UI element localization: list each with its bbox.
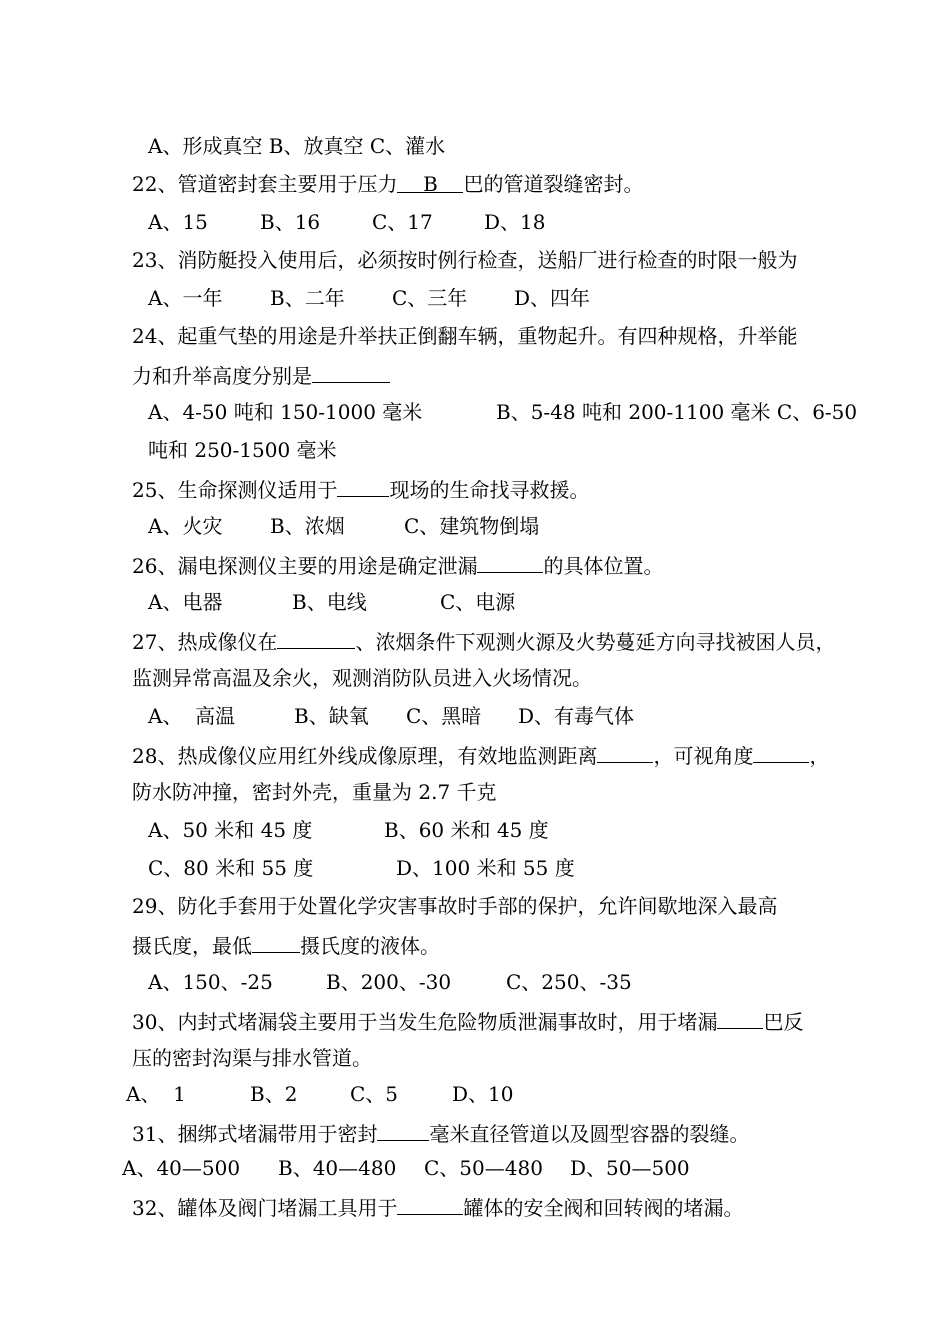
q21-options-text: A、形成真空 B、放真空 C、灌水	[148, 134, 446, 158]
q29-text-pre: 摄氏度，最低	[132, 934, 252, 958]
q25-option-b: B、浓烟	[270, 514, 345, 538]
q30-option-a: A、 1	[126, 1082, 186, 1106]
q22-answer-blank: B	[397, 170, 463, 193]
q26-answer-blank	[477, 550, 543, 573]
q26-option-a: A、电器	[148, 590, 223, 614]
q29-question-line2	[132, 930, 440, 958]
q27-option-a: A、 高温	[148, 704, 236, 728]
q28-option-c: C、80 米和 55 度	[148, 856, 314, 880]
q28-text-mid: ，可视角度	[653, 744, 754, 768]
q29-text-post: 摄氏度的液体。	[300, 934, 440, 958]
q25-options	[148, 512, 539, 540]
q25-answer-blank	[337, 474, 389, 497]
q31-option-d: D、50—500	[570, 1156, 690, 1180]
q24-question-line1	[132, 322, 797, 350]
q23-option-c: C、三年	[392, 286, 468, 310]
q24-option-c-cont: 吨和 250-1500 毫米	[148, 438, 337, 462]
q31-question	[132, 1118, 749, 1146]
q29-option-a: A、150、-25	[148, 970, 273, 994]
q26-option-b: B、电线	[292, 590, 367, 614]
q24-option-a: A、4-50 吨和 150-1000 毫米	[148, 400, 423, 424]
q27-option-d: D、有毒气体	[518, 704, 635, 728]
q23-option-b: B、二年	[270, 286, 345, 310]
q22-text-post: 巴的管道裂缝密封。	[463, 172, 644, 196]
q30-option-b: B、2	[250, 1082, 298, 1106]
q31-options	[122, 1154, 690, 1182]
q29-option-c: C、250、-35	[506, 970, 632, 994]
q31-option-a: A、40—500	[122, 1156, 241, 1180]
q28-option-a: A、50 米和 45 度	[148, 818, 313, 842]
q31-text-post: 毫米直径管道以及圆型容器的裂缝。	[429, 1122, 750, 1146]
q29-question-line1	[132, 892, 777, 920]
q28-text-pre: 28、热成像仪应用红外线成像原理，有效地监测距离	[132, 744, 598, 768]
q27-question-line2	[132, 664, 592, 692]
q27-text-line2: 监测异常高温及余火，观测消防队员进入火场情况。	[132, 666, 592, 690]
q27-answer-blank	[277, 626, 355, 649]
q24-question-line2	[132, 360, 390, 388]
q28-question-line2	[132, 778, 497, 806]
q28-text-post: ，	[809, 744, 830, 768]
q24-text-line1: 24、起重气垫的用途是升举扶正倒翻车辆，重物起升。有四种规格，升举能	[132, 324, 798, 348]
q23-option-d: D、四年	[514, 286, 591, 310]
q32-question	[132, 1192, 743, 1220]
q30-answer-blank	[717, 1006, 763, 1029]
q31-option-c: C、50—480	[424, 1156, 543, 1180]
q23-question	[132, 246, 797, 274]
q29-text-line1: 29、防化手套用于处置化学灾害事故时手部的保护，允许间歇地深入最高	[132, 894, 778, 918]
q30-options	[126, 1080, 513, 1108]
q30-question-line1	[132, 1006, 803, 1034]
q30-text-pre: 30、内封式堵漏袋主要用于当发生危险物质泄漏事故时，用于堵漏	[132, 1010, 718, 1034]
q27-options	[148, 702, 634, 730]
q23-text: 23、消防艇投入使用后，必须按时例行检查，送船厂进行检查的时限一般为	[132, 248, 798, 272]
q27-question-line1	[132, 626, 835, 654]
q31-text-pre: 31、捆绑式堵漏带用于密封	[132, 1122, 378, 1146]
q24-answer-blank	[312, 360, 390, 383]
q26-text-post: 的具体位置。	[543, 554, 664, 578]
q30-option-d: D、10	[452, 1082, 514, 1106]
q28-distance-blank	[597, 740, 653, 763]
q28-angle-blank	[753, 740, 809, 763]
q30-text-post: 巴反	[763, 1010, 804, 1034]
q22-option-a: A、15	[148, 210, 208, 234]
q31-answer-blank	[377, 1118, 429, 1141]
q32-text-pre: 32、罐体及阀门堵漏工具用于	[132, 1196, 398, 1220]
q22-option-c: C、17	[372, 210, 433, 234]
q28-options-row2	[148, 854, 575, 882]
q31-option-b: B、40—480	[278, 1156, 397, 1180]
q25-text-pre: 25、生命探测仪适用于	[132, 478, 338, 502]
q28-options-row1	[148, 816, 549, 844]
q27-option-b: B、缺氧	[294, 704, 369, 728]
q25-option-c: C、建筑物倒塌	[404, 514, 540, 538]
q28-text-line2: 防水防冲撞，密封外壳，重量为 2.7 千克	[132, 780, 497, 804]
q28-question-line1	[132, 740, 829, 768]
q26-options	[148, 588, 515, 616]
q28-option-b: B、60 米和 45 度	[384, 818, 549, 842]
q29-option-b: B、200、-30	[326, 970, 452, 994]
q24-options-cont	[148, 436, 337, 464]
q29-answer-blank	[252, 930, 300, 953]
q25-question	[132, 474, 589, 502]
q24-options	[148, 398, 857, 426]
q27-option-c: C、黑暗	[406, 704, 482, 728]
q28-option-d: D、100 米和 55 度	[396, 856, 575, 880]
q25-text-post: 现场的生命找寻救援。	[389, 478, 590, 502]
q22-option-d: D、18	[484, 210, 546, 234]
q30-text-line2: 压的密封沟渠与排水管道。	[132, 1046, 372, 1070]
q22-option-b: B、16	[260, 210, 321, 234]
q24-text-line2: 力和升举高度分别是	[132, 364, 312, 388]
q32-answer-blank	[397, 1192, 463, 1215]
q30-question-line2	[132, 1044, 372, 1072]
q27-text-post: 、浓烟条件下观测火源及火势蔓延方向寻找被困人员，	[355, 630, 836, 654]
q25-option-a: A、火灾	[148, 514, 223, 538]
q26-text-pre: 26、漏电探测仪主要的用途是确定泄漏	[132, 554, 478, 578]
q26-question	[132, 550, 663, 578]
q21-options	[148, 132, 445, 160]
q30-option-c: C、5	[350, 1082, 399, 1106]
q23-options	[148, 284, 590, 312]
q22-text-pre: 22、管道密封套主要用于压力	[132, 172, 398, 196]
q27-text-pre: 27、热成像仪在	[132, 630, 278, 654]
q22-question	[132, 170, 643, 198]
q26-option-c: C、电源	[440, 590, 516, 614]
q29-options	[148, 968, 632, 996]
q22-options	[148, 208, 545, 236]
q32-text-post: 罐体的安全阀和回转阀的堵漏。	[463, 1196, 744, 1220]
q23-option-a: A、一年	[148, 286, 223, 310]
q24-option-bc: B、5-48 吨和 200-1100 毫米 C、6-50	[496, 400, 858, 424]
